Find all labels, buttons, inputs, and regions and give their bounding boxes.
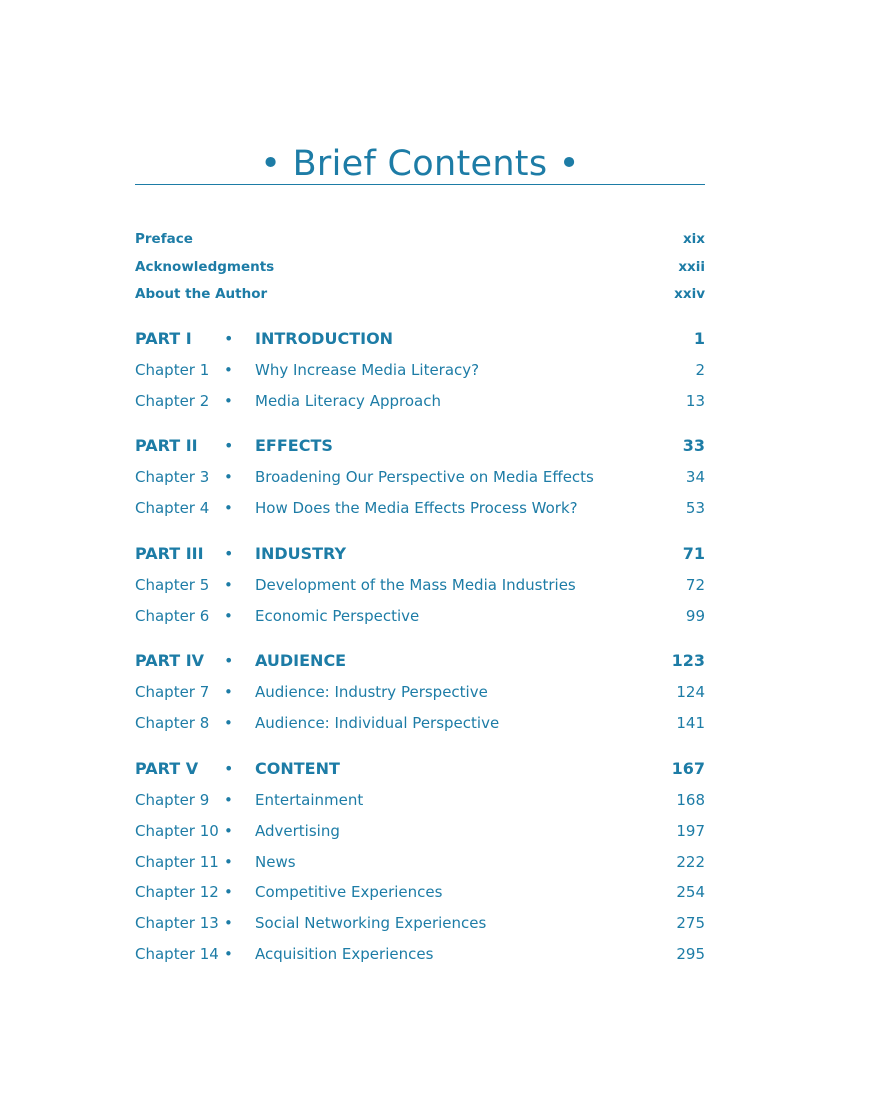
bullet-separator: • [224, 544, 234, 563]
bullet-separator: • [224, 791, 233, 809]
chapter-entry[interactable] [135, 851, 705, 875]
chapter-entry[interactable] [135, 574, 705, 598]
chapter-page: 141 [676, 714, 705, 732]
bullet-separator: • [224, 329, 234, 348]
part-title: EFFECTS [255, 436, 333, 455]
chapter-title: Competitive Experiences [255, 883, 443, 901]
part-title: CONTENT [255, 759, 340, 778]
front-matter-page: xxii [678, 259, 705, 275]
part-page: 167 [671, 759, 705, 778]
chapter-page: 168 [676, 791, 705, 809]
bullet-separator: • [224, 607, 233, 625]
part-title: AUDIENCE [255, 651, 347, 670]
chapter-page: 72 [685, 576, 705, 594]
part-page: 71 [682, 544, 705, 563]
bullet-separator: • [224, 468, 233, 486]
chapter-title: How Does the Media Effects Process Work? [255, 499, 578, 517]
chapter-page: 34 [685, 468, 705, 486]
front-matter-page: xxiv [674, 286, 705, 302]
chapter-page: 295 [676, 945, 705, 963]
chapter-number: Chapter 11 [135, 853, 219, 871]
bullet-separator: • [224, 436, 234, 455]
front-matter-label: About the Author [135, 286, 268, 302]
chapter-entry[interactable] [135, 943, 705, 967]
chapter-page: 275 [676, 914, 705, 932]
chapter-entry[interactable] [135, 497, 705, 521]
chapter-page: 2 [695, 361, 705, 379]
chapter-title: Development of the Mass Media Industries [255, 576, 576, 594]
chapter-number: Chapter 3 [135, 468, 210, 486]
part-number: PART I [135, 329, 192, 348]
part-heading[interactable] [135, 435, 705, 459]
part-number: PART IV [135, 651, 205, 670]
chapter-number: Chapter 8 [135, 714, 210, 732]
part-page: 33 [682, 436, 705, 455]
chapter-number: Chapter 2 [135, 392, 210, 410]
chapter-title: Audience: Individual Perspective [255, 714, 500, 732]
chapter-number: Chapter 10 [135, 822, 219, 840]
chapter-entry[interactable] [135, 820, 705, 844]
chapter-page: 124 [676, 683, 705, 701]
part-heading[interactable] [135, 543, 705, 567]
chapter-title: Advertising [255, 822, 340, 840]
bullet-separator: • [224, 651, 234, 670]
front-matter-item[interactable] [135, 257, 705, 281]
chapter-title: Audience: Industry Perspective [255, 683, 488, 701]
part-page: 1 [693, 329, 705, 348]
chapter-page: 53 [685, 499, 705, 517]
chapter-entry[interactable] [135, 359, 705, 383]
chapter-entry[interactable] [135, 390, 705, 414]
front-matter-label: Preface [135, 231, 193, 247]
chapter-page: 197 [676, 822, 705, 840]
chapter-entry[interactable] [135, 912, 705, 936]
chapter-number: Chapter 6 [135, 607, 210, 625]
front-matter-label: Acknowledgments [135, 259, 275, 275]
bullet-separator: • [224, 759, 234, 778]
title-divider [135, 184, 705, 185]
part-number: PART III [135, 544, 204, 563]
chapter-entry[interactable] [135, 712, 705, 736]
chapter-title: Economic Perspective [255, 607, 420, 625]
bullet-separator: • [224, 714, 233, 732]
bullet-separator: • [224, 883, 233, 901]
bullet-separator: • [224, 392, 233, 410]
chapter-number: Chapter 12 [135, 883, 219, 901]
chapter-page: 99 [685, 607, 705, 625]
bullet-separator: • [224, 683, 233, 701]
chapter-number: Chapter 5 [135, 576, 210, 594]
chapter-number: Chapter 14 [135, 945, 219, 963]
bullet-separator: • [224, 576, 233, 594]
part-heading[interactable] [135, 758, 705, 782]
part-number: PART II [135, 436, 198, 455]
part-title: INDUSTRY [255, 544, 347, 563]
chapter-number: Chapter 9 [135, 791, 210, 809]
bullet-separator: • [224, 853, 233, 871]
chapter-number: Chapter 1 [135, 361, 210, 379]
chapter-page: 254 [676, 883, 705, 901]
chapter-entry[interactable] [135, 605, 705, 629]
chapter-number: Chapter 4 [135, 499, 210, 517]
bullet-separator: • [224, 361, 233, 379]
front-matter-page: xix [682, 231, 705, 247]
bullet-separator: • [224, 822, 233, 840]
chapter-title: News [255, 853, 296, 871]
bullet-separator: • [224, 499, 233, 517]
bullet-separator: • [224, 914, 233, 932]
part-number: PART V [135, 759, 199, 778]
part-heading[interactable] [135, 650, 705, 674]
part-page: 123 [671, 651, 705, 670]
front-matter-item[interactable] [135, 284, 705, 308]
chapter-page: 222 [676, 853, 705, 871]
chapter-number: Chapter 7 [135, 683, 210, 701]
chapter-title: Acquisition Experiences [255, 945, 434, 963]
front-matter-item[interactable] [135, 229, 705, 253]
chapter-title: Social Networking Experiences [255, 914, 487, 932]
chapter-entry[interactable] [135, 881, 705, 905]
chapter-title: Why Increase Media Literacy? [255, 361, 480, 379]
chapter-title: Media Literacy Approach [255, 392, 441, 410]
chapter-entry[interactable] [135, 466, 705, 490]
chapter-entry[interactable] [135, 681, 705, 705]
chapter-number: Chapter 13 [135, 914, 219, 932]
page-title: • Brief Contents • [260, 144, 580, 185]
chapter-title: Broadening Our Perspective on Media Effects [255, 468, 594, 486]
bullet-separator: • [224, 945, 233, 963]
part-heading[interactable] [135, 328, 705, 352]
part-title: INTRODUCTION [255, 329, 394, 348]
chapter-entry[interactable] [135, 789, 705, 813]
chapter-title: Entertainment [255, 791, 364, 809]
chapter-page: 13 [685, 392, 705, 410]
